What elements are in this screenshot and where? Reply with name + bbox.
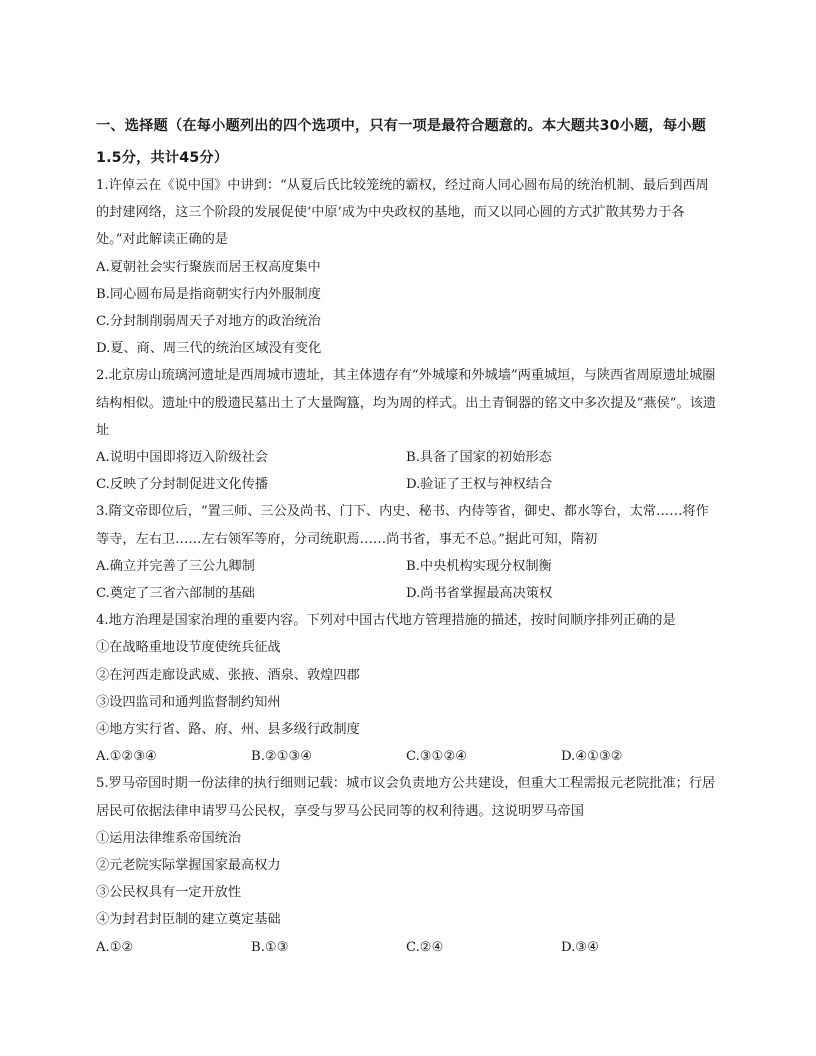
option-c: C.②④	[406, 939, 444, 955]
option-a: A.①②	[96, 939, 134, 955]
option-a: A.说明中国即将迈入阶级社会	[96, 450, 268, 466]
statement-3: ③公民权具有一定开放性	[96, 885, 242, 901]
options-row	[96, 553, 720, 580]
option-d: D.夏、商、周三代的统治区域没有变化	[96, 341, 322, 357]
options-row	[96, 934, 720, 961]
option-d: D.尚书省掌握最高决策权	[406, 586, 553, 602]
statement-4: ④地方实行省、路、府、州、县多级行政制度	[96, 722, 360, 738]
option-a: A.确立并完善了三公九卿制	[96, 558, 255, 574]
options-row	[96, 580, 720, 607]
statement-2: ②元老院实际掌握国家最高权力	[96, 858, 281, 874]
option-b: B.同心圆布局是指商朝实行内外服制度	[96, 286, 321, 302]
question-stem: 1.许倬云在《说中国》中讲到：“从夏后氏比较笼统的霸权，经过商人同心圆布局的统治机制、最后到西周的封建网络，这三个阶段的发展促使‘中原’成为中央政权的基地，而又以同心圆的方式扩散其势力于各处。”对此解读正确的是	[96, 178, 709, 248]
option-c: C.反映了分封制促进文化传播	[96, 477, 269, 493]
options-row	[96, 471, 720, 498]
statement-1: ①在战略重地设节度使统兵征战	[96, 640, 281, 656]
question-3	[96, 498, 720, 607]
question-stem: 3.隋文帝即位后，“置三师、三公及尚书、门下、内史、秘书、内侍等省，御史、都水等台，太常……将作等寺，左右卫……左右领军等府，分司统职焉……尚书省，事无不总。”据此可知，隋初	[96, 504, 709, 547]
option-b: B.中央机构实现分权制衡	[406, 558, 552, 574]
question-1	[96, 172, 720, 362]
option-a: A.①②③④	[96, 749, 158, 765]
option-c: C.③①②④	[406, 749, 468, 765]
option-c: C.分封制削弱周天子对地方的政治统治	[96, 314, 321, 330]
option-d: D.③④	[561, 939, 599, 955]
option-b: B.①③	[251, 939, 289, 955]
question-stem: 5.罗马帝国时期一份法律的执行细则记载：城市议会负责地方公共建设，但重大工程需报元老院批准；行居居民可依据法律申请罗马公民权，享受与罗马公民同等的权利待遇。这说明罗马帝国	[96, 776, 716, 819]
option-b: B.②①③④	[251, 749, 313, 765]
section-title: 一、选择题（在每小题列出的四个选项中，只有一项是最符合题意的。本大题共30小题，每小题1.5分，共计45分）	[96, 118, 707, 166]
question-stem: 2.北京房山琉璃河遗址是西周城市遗址，其主体遗存有“外城壕和外城墙”两重城垣，与陕西省周原遗址城圈结构相似。遗址中的殷遗民墓出土了大量陶簋，均为周的样式。出土青铜器的铭文中多次提及“燕侯”。该遗址	[96, 368, 717, 438]
statement-2: ②在河西走廊设武威、张掖、酒泉、敦煌四郡	[96, 667, 360, 683]
question-5	[96, 770, 720, 960]
question-stem: 4.地方治理是国家治理的重要内容。下列对中国古代地方管理措施的描述，按时间顺序排列正确的是	[96, 613, 676, 629]
question-4	[96, 607, 720, 770]
options-row	[96, 743, 720, 770]
option-d: D.验证了王权与神权结合	[406, 477, 553, 493]
option-c: C.奠定了三省六部制的基础	[96, 586, 255, 602]
question-list	[96, 172, 720, 961]
statement-1: ①运用法律维系帝国统治	[96, 830, 242, 846]
question-2	[96, 362, 720, 498]
option-d: D.④①③②	[561, 749, 623, 765]
option-b: B.具备了国家的初始形态	[406, 450, 552, 466]
option-a: A.夏朝社会实行聚族而居王权高度集中	[96, 259, 321, 275]
options-row	[96, 444, 720, 471]
statement-4: ④为封君封臣制的建立奠定基础	[96, 912, 281, 928]
statement-3: ③设四监司和通判监督制约知州	[96, 694, 281, 710]
